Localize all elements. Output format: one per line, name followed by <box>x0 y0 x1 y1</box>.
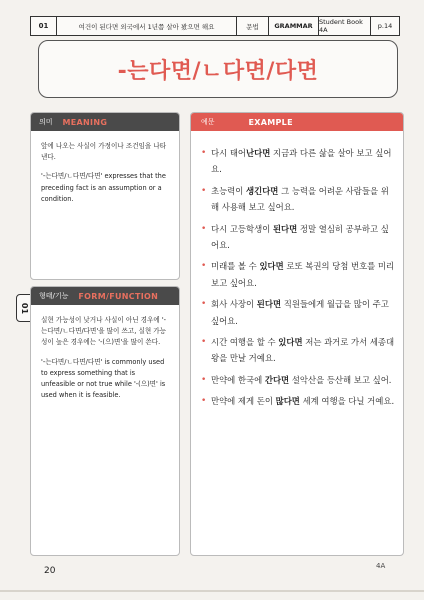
bottom-divider <box>0 590 424 592</box>
example-item: • 초능력이 생긴다면 그 능력을 어려운 사람들을 위해 사용해 보고 싶어요. <box>201 183 395 216</box>
meaning-text-en: '-는다면/ㄴ다면/다면' expresses that the preceding fact is an assumption or a condition. <box>41 172 166 203</box>
section-label: 문법 <box>237 17 269 35</box>
header-bar <box>30 16 400 36</box>
example-header <box>191 113 403 131</box>
example-item: • 미래를 볼 수 있다면 로또 복권의 당첨 번호를 미리 보고 싶어요. <box>201 258 395 291</box>
example-list <box>191 131 403 409</box>
example-panel <box>190 112 404 556</box>
example-item: • 회사 사장이 된다면 직원들에게 월급을 많이 주고 싶어요. <box>201 296 395 329</box>
form-label-ko: 형태/기능 <box>39 292 69 300</box>
meaning-panel <box>30 112 180 280</box>
example-label-ko: 예문 <box>201 118 215 126</box>
page-reference: p.14 <box>377 22 393 30</box>
grammar-title-box <box>38 40 398 98</box>
form-body <box>31 305 179 419</box>
lesson-number: 01 <box>31 17 57 35</box>
example-item: • 만약에 한국에 간다면 설악산을 등산해 보고 싶어. <box>201 372 395 388</box>
example-item: • 만약에 제게 돈이 많다면 세계 여행을 다닐 거예요. <box>201 393 395 409</box>
book-code: 4A <box>376 562 386 570</box>
example-label-en: EXAMPLE <box>248 117 293 127</box>
meaning-label-en: MEANING <box>62 117 108 127</box>
form-header <box>31 287 179 305</box>
meaning-text-ko: 앞에 나오는 사실이 가정이나 조건임을 나타낸다. <box>41 142 167 162</box>
example-item: • 다시 태어난다면 지금과 다른 삶을 살아 보고 싶어요. <box>201 145 395 178</box>
book-label: Student Book 4A <box>319 17 371 35</box>
meaning-body <box>31 131 179 223</box>
form-text-en: '-는다면/ㄴ다면/다면' is commonly used to express something that is unfeasible or not true while '-(으)면' is used when it is feasible. <box>41 357 166 400</box>
side-tab-number: 01 <box>20 302 30 314</box>
form-panel <box>30 286 180 556</box>
example-item: • 다시 고등학생이 된다면 정말 열심히 공부하고 싶어요. <box>201 221 395 254</box>
form-text-ko: 실현 가능성이 낮거나 사실이 아닌 경우에 '-는다면/ㄴ다면/다면'을 많이 쓰고, 실현 가능성이 높은 경우에는 '-(으)면'을 많이 쓴다. <box>41 316 167 347</box>
meaning-header <box>31 113 179 131</box>
grammar-title: -는다면/ㄴ다면/다면 <box>117 58 319 84</box>
meaning-label-ko: 의미 <box>39 118 53 126</box>
example-item: • 시간 여행을 할 수 있다면 저는 과거로 가서 세종대왕을 만날 거예요. <box>201 334 395 367</box>
lesson-title: 여건이 된다면 외국에서 1년쯤 살아 봤으면 해요 <box>57 17 237 35</box>
page-number: 20 <box>44 566 56 576</box>
grammar-label: GRAMMAR <box>269 17 319 35</box>
form-label-en: FORM/FUNCTION <box>78 291 159 301</box>
